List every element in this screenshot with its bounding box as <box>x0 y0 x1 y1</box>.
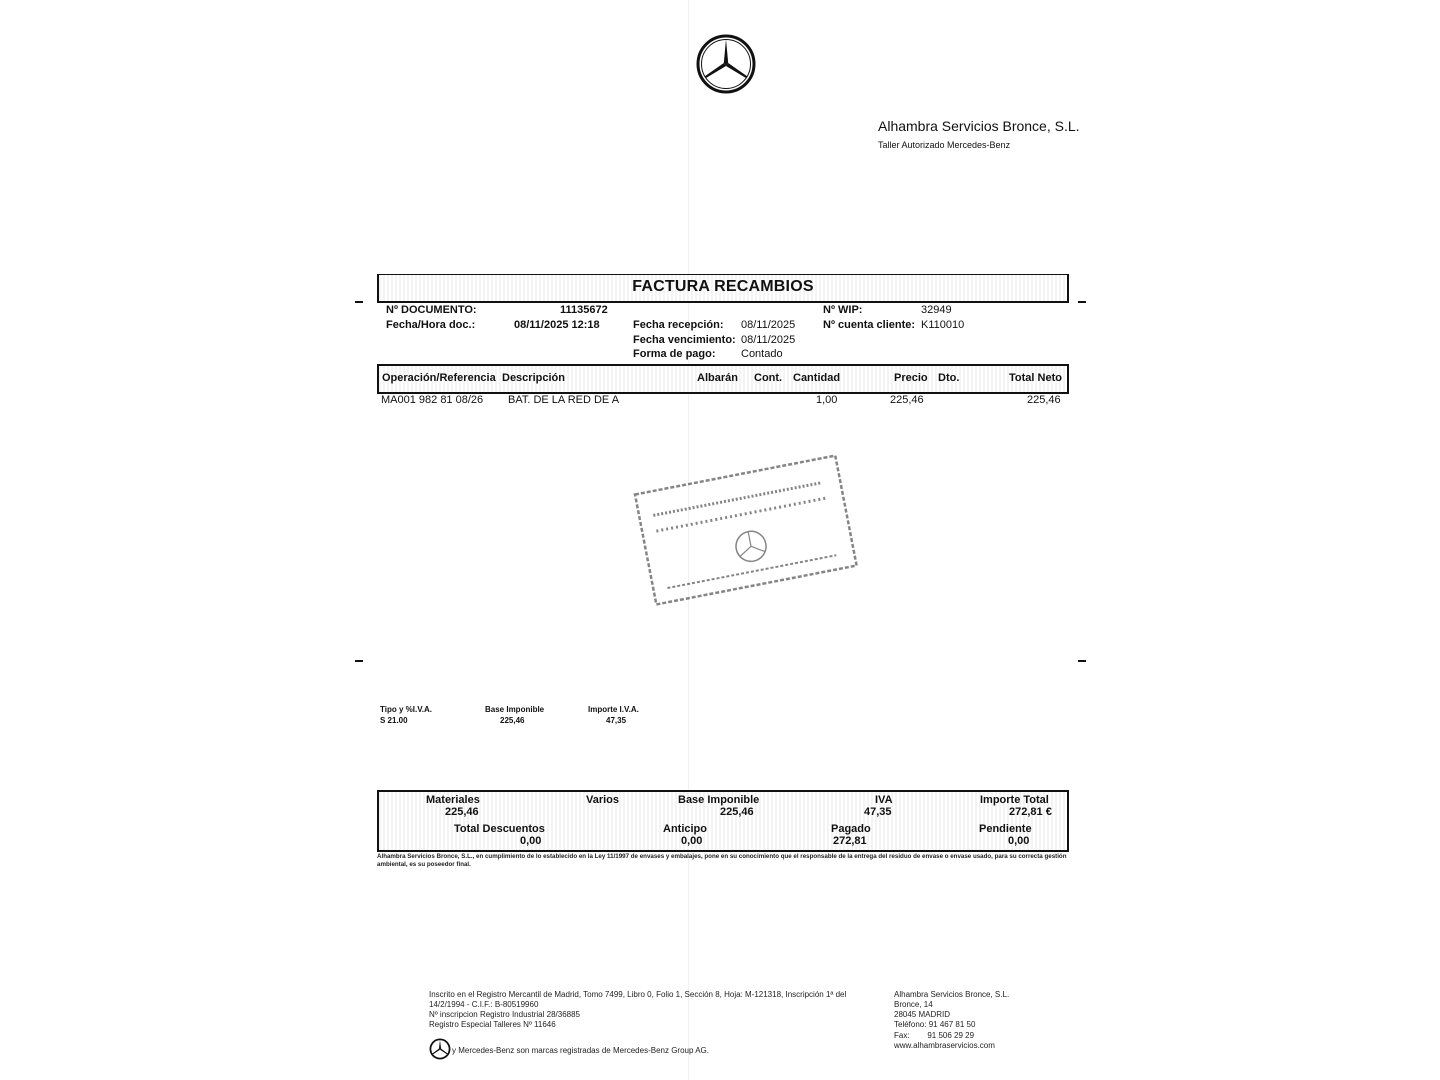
iva-label: IVA <box>875 794 893 806</box>
legal-notice: Alhambra Servicios Bronce, S.L., en cumplimiento de lo establecido en la Ley 11/1997 de envases y embalajes, pone en su conocimiento que el responsable de la entrega del residuo de envase o envase usado, para su correcta gestión ambiental, es su poseedor final. <box>377 853 1067 868</box>
margin-mark <box>1078 660 1086 662</box>
website-link[interactable]: www.alhambraservicios.com <box>894 1041 995 1050</box>
payment-label: Forma de pago: <box>633 348 716 360</box>
trademark-note: y Mercedes-Benz son marcas registradas de Mercedes-Benz Group AG. <box>452 1046 709 1055</box>
doc-datetime: 08/11/2025 12:18 <box>514 319 600 331</box>
margin-mark <box>355 660 363 662</box>
wip-number: 32949 <box>921 304 952 316</box>
vat-type: S 21.00 <box>380 716 408 725</box>
payment-method: Contado <box>741 348 783 360</box>
address-line: Alhambra Servicios Bronce, S.L. <box>894 990 1010 999</box>
row-price: 225,46 <box>890 394 924 406</box>
reception-date: 08/11/2025 <box>741 319 796 331</box>
importe-value: 272,81 € <box>1009 806 1052 818</box>
registry-line: 14/2/1994 - C.I.F.: B-80519960 <box>429 1000 539 1009</box>
lines-table-header <box>377 364 1069 394</box>
address-line: 28045 MADRID <box>894 1010 951 1019</box>
column-header: Albarán <box>697 372 738 384</box>
row-quantity: 1,00 <box>816 394 838 406</box>
address-line: Fax: 91 506 29 29 <box>894 1031 975 1040</box>
vat-amount: 47,35 <box>606 716 627 725</box>
address-line: Bronce, 14 <box>894 1000 933 1009</box>
doc-datetime-label: Fecha/Hora doc.: <box>386 319 476 331</box>
mercedes-star-icon <box>695 33 757 95</box>
due-date: 08/11/2025 <box>741 334 796 346</box>
pagado-value: 272,81 <box>833 835 867 847</box>
pendiente-value: 0,00 <box>1008 835 1030 847</box>
account-number: K110010 <box>921 319 965 331</box>
totals-box <box>377 790 1069 852</box>
vat-type-label: Tipo y %I.V.A. <box>380 705 433 714</box>
pendiente-label: Pendiente <box>979 823 1032 835</box>
column-header: Cantidad <box>793 372 841 384</box>
row-reference: MA001 982 81 08/26 <box>381 394 484 406</box>
registry-line: Inscrito en el Registro Mercantil de Madrid, Tomo 7499, Libro 0, Folio 1, Sección 8, Hoja: M-121318, Inscripción 1ª del <box>429 990 847 999</box>
column-header: Operación/Referencia <box>382 372 496 384</box>
registry-line: Registro Especial Talleres Nº 11646 <box>429 1020 556 1029</box>
doc-number: 11135672 <box>560 304 608 316</box>
descuentos-value: 0,00 <box>520 835 542 847</box>
row-description: BAT. DE LA RED DE A <box>508 394 620 406</box>
iva-value: 47,35 <box>864 806 892 818</box>
account-label: Nº cuenta cliente: <box>823 319 916 331</box>
margin-mark <box>1078 301 1086 303</box>
column-header: Cont. <box>754 372 783 384</box>
mercedes-star-small-icon <box>429 1038 451 1060</box>
materiales-label: Materiales <box>426 794 480 806</box>
vat-base-label: Base Imponible <box>485 705 545 714</box>
materiales-value: 225,46 <box>445 806 479 818</box>
wip-label: Nº WIP: <box>823 304 863 316</box>
base-label: Base Imponible <box>678 794 760 806</box>
due-label: Fecha vencimiento: <box>633 334 736 346</box>
registry-line: Nº inscripcion Registro Industrial 28/36885 <box>429 1010 580 1019</box>
document-title: FACTURA RECAMBIOS <box>632 278 814 295</box>
descuentos-label: Total Descuentos <box>454 823 545 835</box>
company-stamp <box>630 452 862 610</box>
document-title-box <box>377 274 1069 303</box>
reception-label: Fecha recepción: <box>633 319 724 331</box>
row-total: 225,46 <box>1027 394 1061 406</box>
vat-base: 225,46 <box>500 716 525 725</box>
base-value: 225,46 <box>720 806 754 818</box>
company-name: Alhambra Servicios Bronce, S.L. <box>878 118 1080 134</box>
vat-amount-label: Importe I.V.A. <box>588 705 639 714</box>
column-header: Total Neto <box>1009 372 1062 384</box>
pagado-label: Pagado <box>831 823 871 835</box>
importe-label: Importe Total <box>980 794 1049 806</box>
column-header: Dto. <box>938 372 960 384</box>
address-line: Teléfono: 91 467 81 50 <box>894 1020 976 1029</box>
anticipo-value: 0,00 <box>681 835 703 847</box>
margin-mark <box>355 301 363 303</box>
column-header: Precio <box>894 372 928 384</box>
varios-label: Varios <box>586 794 620 806</box>
company-subtitle: Taller Autorizado Mercedes-Benz <box>878 140 1011 150</box>
doc-number-label: Nº DOCUMENTO: <box>386 304 477 316</box>
column-header: Descripción <box>502 372 565 384</box>
anticipo-label: Anticipo <box>663 823 707 835</box>
